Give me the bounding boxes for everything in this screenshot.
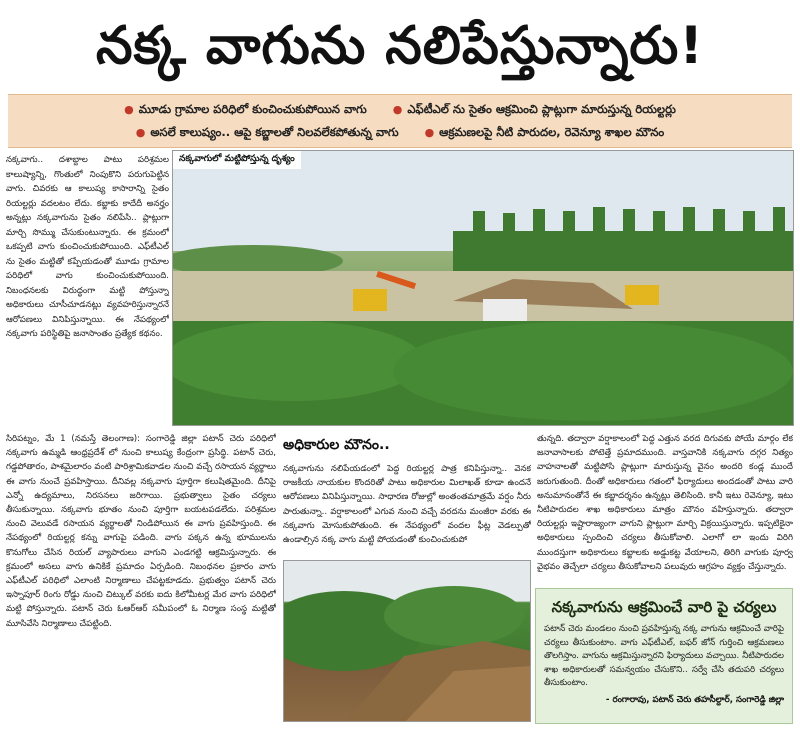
highlight-item: ● ఆక్రమణలపై నీటి పారుదల, రెవెన్యూ శాఖల మౌనం: [424, 125, 665, 139]
highlight-item: ● ఎఫ్‌టీఎల్ ను సైతం ఆక్రమించి ప్లాట్లుగా మారుస్తున్న రియల్టర్లు: [392, 102, 676, 116]
bullet-icon: ●: [124, 103, 134, 116]
article-column-1: సిరిపట్నం, మే 1 (నమస్తే తెలంగాణ): సంగారెడ్డి జిల్లా పటాన్ చెరు పరిధిలో నక్కవాగు ఉమ్మడి ఆంధ్రప్రదేశ్ లో నుంచి కాలుష్య కేంద్రంగా ప్రసిద్ధి. పటాన్ చెరు, గడ్డపోతారం, పాశమైలారం వంటి పారిశ్రామికవాడల నుంచి వచ్చే రసాయన వ్యర్థాలు ఈ వాగు నుంచే ప్రవహిస్తాయి. దీనివల్ల నక్కవాగు పూర్తిగా కలుషితమైంది. దీనిపై ఎన్నో ఉద్యమాలు, నిరసనలు జరిగాయి. ప్రభుత్వాలు సైతం చర్యలు తీసుకున్నాయి. నక్కవాగు భూతం నుంచి పూర్తిగా బయటపడలేదు. పరిశ్రమల నుంచి వెలువడే రసాయన వ్యర్థాలతో నిండిపోయిన ఈ వాగు ప్రవహిస్తుంది. ఈ నేపథ్యంలో రియల్టర్ల కన్ను వాగుపై పడింది. వాగు పక్కన ఉన్న భూములను కొనుగోలు చేసిన రియల్ వ్యాపారులు వాగుని ఎండగట్టి ఆక్రమిస్తున్నారు. ఈ క్రమంలో అసలు వాగు ఉనికికే ప్రమాదం ఏర్పడింది. నిబంధనల ప్రకారం వాగు ఎఫ్‌టీఎల్ పరిధిలో ఎలాంటి నిర్మాణాలు చేపట్టకూడదు. ప్రభుత్వం పటాన్ చెరు ఇస్నాపూర్ రింగు రోడ్డు నుంచి చిట్కుల్ వరకు ఐదు కిలోమీటర్ల మేర వాగు పరిధిలో మట్టి పోస్తున్నారు. పటాన్ చెరు ఓఆర్ఆర్ సమీపంలో ఓ నిర్మాణ సంస్థ మట్టితో మూసివేసి నిర్మాణాలు చేపట్టింది.: [6, 434, 276, 629]
highlight-item: ● మూడు గ్రామాల పరిధిలో కుంచించుకుపోయిన వాగు: [124, 102, 367, 116]
main-photo-caption: నక్కవాగులో మట్టిపోస్తున్న దృశ్యం: [173, 151, 301, 169]
secondary-photo: [283, 560, 531, 722]
official-quote-box: [535, 588, 793, 724]
quote-box-title: నక్కవాగును ఆక్రమించే వారి పై చర్యలు: [551, 598, 777, 616]
highlights-row-2: [18, 122, 782, 145]
highlight-item: ● అసలే కాలుష్యం.. ఆపై కబ్జాలతో నిలవలేకపోతున్న వాగు: [135, 125, 399, 139]
article-column-2: నక్కవాగును నలిపేయడంలో పెద్ద రియల్టర్ల పాత్ర కనిపిస్తున్నా.. వెనక రాజకీయ నాయకుల కొందరితో పాటు అధికారుల మిలాఖత్ కూడా ఉందనే ఆరోపణలు వినిపిస్తున్నాయి. సాధారణ రోజుల్లో అంతంతమాత్రమే వర్షం నీరు పారుతున్నా.. వర్షాకాలంలో ఎగువ నుంచి వచ్చే వరదను మంజీరా వరకు ఈ నక్కవాగు మోసుకుపోతుంది. ఈ నేపథ్యంలో వందల ఫీట్ల వెడల్పుతో ఉండాల్సిన నక్క వాగు మట్టి పోయడంతో కుంచించుకుపో: [283, 464, 531, 546]
headline: నక్క వాగును నలిపేస్తున్నారు!: [96, 16, 704, 76]
quote-box-body: పటాన్ చెరు మండలం నుంచి ప్రవహిస్తున్న నక్క వాగును ఆక్రమించే వారిపై చర్యలు తీసుకుంటాం. వాగు ఎఫ్‌టీఎల్, బఫర్ జోన్ గుర్తించి ఆక్రమణలు తొలగిస్తాం. వాగును ఆక్రమిస్తున్నారని ఫిర్యాదులు వచ్చాయి. నీటిపారుదల శాఖ అధికారులతో సమన్వయం చేసుకొని.. సర్వే చేసి తదుపరి చర్యలు తీసుకుంటాం.: [544, 624, 784, 688]
mud-dump-illustration: [284, 561, 531, 722]
section-heading: అధికారుల మౌనం..: [283, 437, 390, 453]
highlights-bar: [8, 94, 792, 148]
intro-text: నక్కవాగు.. దశాబ్దాల పాటు పరిశ్రమల కాలుష్యాన్ని, గొంతులో నింపుకొని పరుగుపెట్టిన వాగు. చివరకు ఆ కాలుష్య కాసారాన్ని సైతం రియల్టర్లు వదలటం లేదు. కబ్జాకు కాదేదీ అనర్హం అన్నట్లు నక్కవాగును సైతం నలిపేసి.. ప్లాట్లుగా మార్చి సొమ్ము చేసుకుంటున్నారు. ఈ క్రమంలో ఒకప్పటి వాగు కుంచించుకుపోయింది. ఎఫ్‌టీఎల్ ను సైతం మట్టితో కప్పేయడంతో మూడు గ్రామాల పరిధిలో వాగు కుంచించుకుపోయింది. నిబంధనలకు విరుద్ధంగా మట్టి పోస్తున్నా అధికారులు చూసీచూడనట్లు వ్యవహరిస్తున్నారనే ఆరోపణలు వినిపిస్తున్నాయి. ఈ నేపథ్యంలో నక్కవాగు పరిస్థితిపై జనాసాంతం ప్రత్యేక కథనం.: [6, 155, 169, 339]
article-column-3: తున్నది. తద్వారా వర్షాకాలంలో పెద్ద ఎత్తున వరద దిగువకు పోయే మార్గం లేక జనావాసాలకు పోటెత్తే ప్రమాదముంది. వాస్తవానికి నక్కవాగు దగ్గర నిత్యం వాహనాలతో మట్టిపోసి ప్లాట్లుగా మారుస్తున్న వైనం అందరి కండ్ల ముందే జరుగుతుంది. దీంతో అధికారులు గతంలో ఫిర్యాదులు అందడంతో పాటు వారి అనుమానంతోనే ఈ కబ్జాదర్శనం ఉన్నట్లు తెలిసింది. కానీ ఇటు రెవెన్యూ, ఇటు నీటిపారుదల శాఖ అధికారులు మాత్రం మౌనం వహిస్తున్నారు. తద్వారా రియల్టర్లు ఇష్టారాజ్యంగా వాగుని ప్లాట్లుగా మార్చి విక్రయిస్తున్నారు. ఇప్పటికైనా అధికారులు స్పందించి చర్యలు తీసుకోవాలి. ఎలాగో లా ఇందు విరిగి ముందస్తుగా అధికారులు కబ్జాలకు అడ్డుకట్ట వేయాలని, తిరిగి వాగుకు పూర్వ వైభవం తెచ్చేలా చర్యలు తీసుకోవాలని పలువురు ఆగ్రహం వ్యక్తం చేస్తున్నారు.: [537, 434, 793, 572]
main-photo: [172, 150, 794, 426]
bullet-icon: ●: [135, 126, 146, 139]
highlights-row-1: [18, 99, 782, 122]
construction-site-illustration: [173, 151, 794, 426]
bullet-icon: ●: [424, 126, 435, 139]
bullet-icon: ●: [392, 103, 403, 116]
quote-box-credit: - రంగారావు, పటాన్ చెరు తహసీల్దార్, సంగారెడ్డి జిల్లా: [605, 694, 784, 705]
